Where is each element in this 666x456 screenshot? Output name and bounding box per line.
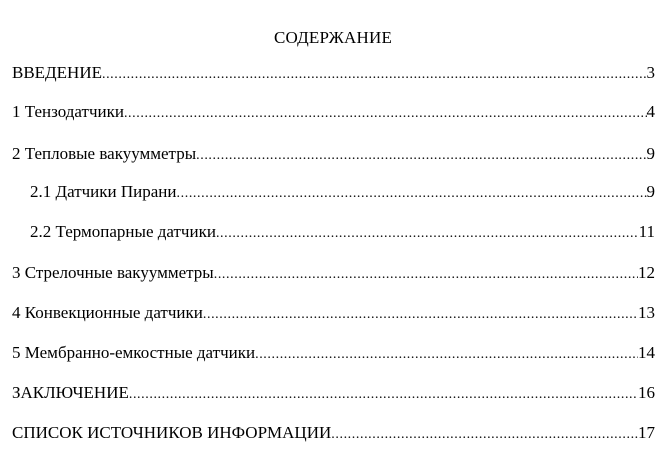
toc-entry-pirani-sensors[interactable] — [30, 181, 655, 203]
toc-dot-leader — [216, 223, 639, 243]
toc-entry-thermocouple-sensors[interactable] — [30, 221, 655, 243]
toc-entry-title: ВВЕДЕНИЕ — [12, 63, 102, 82]
toc-heading: СОДЕРЖАНИЕ — [273, 28, 393, 47]
toc-entry-title: ЗАКЛЮЧЕНИЕ — [12, 383, 129, 402]
toc-page-number: 11 — [638, 222, 655, 241]
toc-dot-leader — [124, 103, 647, 123]
toc-dot-leader — [255, 344, 638, 364]
toc-entry-capacitance-diaphragm-sensors[interactable] — [12, 342, 655, 364]
toc-dot-leader — [331, 424, 638, 444]
toc-dot-leader — [196, 145, 646, 165]
toc-entry-conclusion[interactable] — [12, 382, 655, 404]
toc-entry-dial-vacuum-gauges[interactable] — [12, 262, 655, 284]
toc-entry-strain-gauges[interactable] — [12, 101, 655, 123]
toc-page-number: 17 — [638, 423, 655, 442]
toc-entry-title: 2.1 Датчики Пирани — [30, 182, 177, 201]
toc-dot-leader — [102, 64, 647, 84]
toc-entry-title: 3 Стрелочные вакуумметры — [12, 263, 214, 282]
toc-entry-thermal-vacuum-gauges[interactable] — [12, 143, 655, 165]
toc-entry-title: 1 Тензодатчики — [12, 102, 124, 121]
toc-entry-title: 2.2 Термопарные датчики — [30, 222, 216, 241]
toc-page-number: 14 — [638, 343, 655, 362]
toc-page-number: 3 — [646, 63, 655, 82]
toc-page-number: 4 — [646, 102, 655, 121]
toc-entry-title: 5 Мембранно-емкостные датчики — [12, 343, 256, 362]
toc-entry-title: 2 Тепловые вакуумметры — [12, 144, 197, 163]
toc-dot-leader — [214, 264, 638, 284]
toc-dot-leader — [177, 183, 647, 203]
toc-page-number: 16 — [638, 383, 655, 402]
toc-entry-introduction[interactable] — [12, 62, 655, 84]
toc-dot-leader — [203, 304, 638, 324]
toc-page-number: 9 — [646, 144, 655, 163]
toc-dot-leader — [129, 384, 638, 404]
toc-page-number: 12 — [638, 263, 655, 282]
toc-entry-title: СПИСОК ИСТОЧНИКОВ ИНФОРМАЦИИ — [12, 423, 332, 442]
toc-entry-references[interactable] — [12, 422, 655, 444]
toc-entry-title: 4 Конвекционные датчики — [12, 303, 203, 322]
toc-page-number: 9 — [646, 182, 655, 201]
toc-entry-convection-sensors[interactable] — [12, 302, 655, 324]
toc-page-number: 13 — [638, 303, 655, 322]
